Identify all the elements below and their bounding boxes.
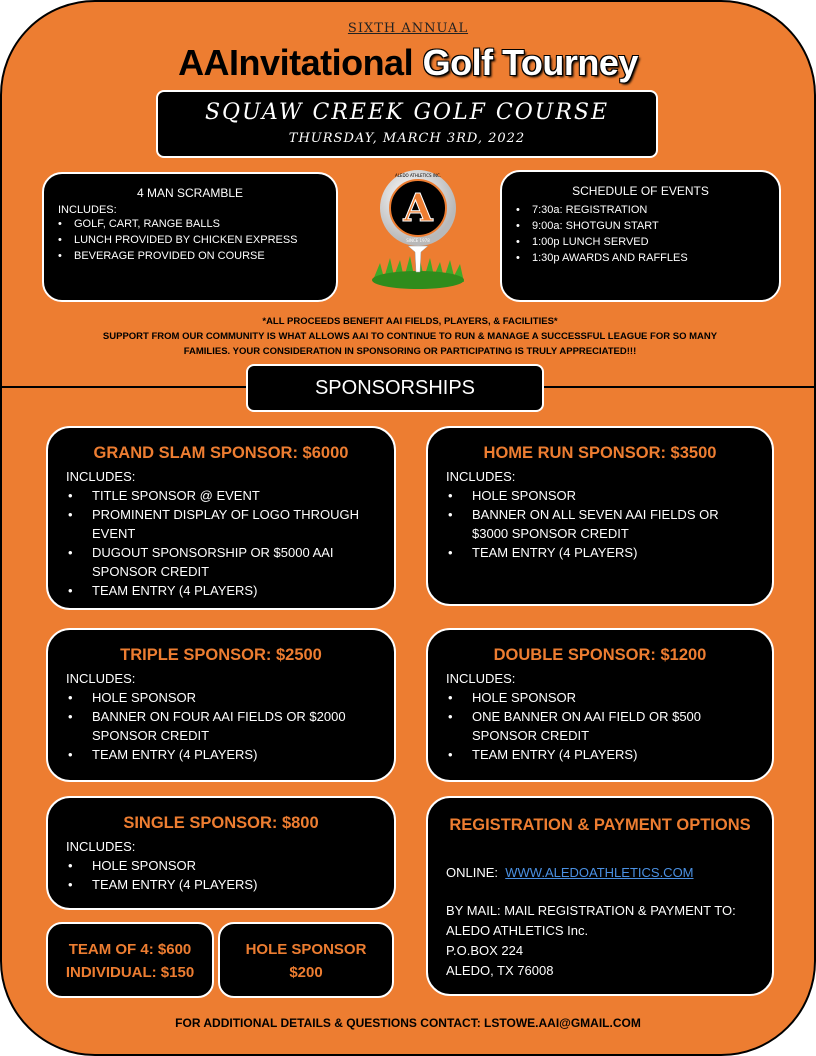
online-label: ONLINE: xyxy=(446,865,499,880)
logo-letter: A xyxy=(403,185,433,230)
title-part-aa-invitational: AAInvitational xyxy=(178,42,414,83)
list-item: • HOLE SPONSOR xyxy=(446,486,754,505)
contact-line: FOR ADDITIONAL DETAILS & QUESTIONS CONTACT: LSTOWE.AAI@GMAIL.COM xyxy=(175,1016,641,1030)
list-item: • HOLE SPONSOR xyxy=(446,688,754,707)
community-line: SUPPORT FROM OUR COMMUNITY IS WHAT ALLOWS AAI TO CONTINUE TO RUN & MANAGE A SUCCESSFUL LEAGUE FOR SO MANY xyxy=(102,331,718,342)
list-item: • TEAM ENTRY (4 PLAYERS) xyxy=(66,875,376,894)
scramble-title: 4 MAN SCRAMBLE xyxy=(136,186,244,200)
sponsorships-title: SPONSORSHIPS xyxy=(246,364,544,412)
proceeds-line: *ALL PROCEEDS BENEFIT AAI FIELDS, PLAYERS, & FACILITIES* xyxy=(262,316,558,327)
course-name: SQUAW CREEK GOLF COURSE xyxy=(204,100,610,125)
list-item: • BANNER ON FOUR AAI FIELDS OR $2000 SPONSOR CREDIT xyxy=(66,707,376,745)
triple-list xyxy=(66,688,376,764)
website-link[interactable]: WWW.ALEDOATHLETICS.COM xyxy=(505,865,694,880)
hole-sponsor-label: HOLE SPONSOR xyxy=(245,941,367,958)
hole-sponsor-price: $200 xyxy=(289,964,323,981)
registration-title: REGISTRATION & PAYMENT OPTIONS xyxy=(449,816,751,834)
individual-price: INDIVIDUAL: $150 xyxy=(65,964,195,981)
list-item: • TEAM ENTRY (4 PLAYERS) xyxy=(66,581,376,600)
single-title: SINGLE SPONSOR: $800 xyxy=(123,814,319,832)
mail-city: ALEDO, TX 76008 xyxy=(446,963,554,978)
online-line xyxy=(446,863,754,883)
course-date: THURSDAY, MARCH 3RD, 2022 xyxy=(288,131,526,146)
schedule-title: SCHEDULE OF EVENTS xyxy=(572,184,709,198)
mail-box: P.O.BOX 224 xyxy=(446,943,524,958)
double-sponsor-card xyxy=(426,628,774,782)
list-item: • BEVERAGE PROVIDED ON COURSE xyxy=(58,248,322,264)
list-item: • 7:30a: REGISTRATION xyxy=(516,202,765,218)
list-item: • 1:30p AWARDS AND RAFFLES xyxy=(516,250,765,266)
includes-label: INCLUDES: xyxy=(446,469,516,484)
list-item: • 9:00a: SHOTGUN START xyxy=(516,218,765,234)
mail-org: ALEDO ATHLETICS Inc. xyxy=(446,923,589,938)
appreciation-line: FAMILIES. YOUR CONSIDERATION IN SPONSORING OR PARTICIPATING IS TRULY APPRECIATED!!! xyxy=(183,346,637,357)
list-item: • HOLE SPONSOR xyxy=(66,856,376,875)
includes-label: INCLUDES: xyxy=(66,671,136,686)
logo-ring-top: ALEDO ATHLETICS INC. xyxy=(394,173,442,178)
grand-slam-sponsor-card xyxy=(46,426,396,610)
home-run-list xyxy=(446,486,754,562)
list-item: • LUNCH PROVIDED BY CHICKEN EXPRESS xyxy=(58,232,322,248)
list-item: • GOLF, CART, RANGE BALLS xyxy=(58,216,322,232)
double-list xyxy=(446,688,754,764)
logo-ring-bottom: SINCE 1978 xyxy=(406,238,430,243)
course-box xyxy=(156,90,658,158)
list-item: • TITLE SPONSOR @ EVENT xyxy=(66,486,376,505)
schedule-box xyxy=(500,170,781,302)
list-item: • TEAM ENTRY (4 PLAYERS) xyxy=(446,745,754,764)
triple-sponsor-card xyxy=(46,628,396,782)
triple-title: TRIPLE SPONSOR: $2500 xyxy=(120,646,322,664)
list-item: • TEAM ENTRY (4 PLAYERS) xyxy=(66,745,376,764)
home-run-title: HOME RUN SPONSOR: $3500 xyxy=(483,444,717,462)
double-title: DOUBLE SPONSOR: $1200 xyxy=(493,646,707,664)
main-title xyxy=(2,42,814,84)
sixth-annual-label: SIXTH ANNUAL xyxy=(347,21,469,36)
home-run-sponsor-card xyxy=(426,426,774,606)
scramble-box xyxy=(42,172,338,302)
mail-label: BY MAIL: MAIL REGISTRATION & PAYMENT TO: xyxy=(446,903,736,918)
includes-label: INCLUDES: xyxy=(66,839,136,854)
scramble-list xyxy=(58,216,322,264)
team-pricing-card xyxy=(46,922,214,998)
schedule-list xyxy=(516,202,765,266)
golf-ball-logo xyxy=(368,168,468,298)
includes-label: INCLUDES: xyxy=(66,469,136,484)
single-list xyxy=(66,856,376,894)
list-item: • HOLE SPONSOR xyxy=(66,688,376,707)
list-item: • DUGOUT SPONSORSHIP OR $5000 AAI SPONSOR CREDIT xyxy=(66,543,376,581)
list-item: • 1:00p LUNCH SERVED xyxy=(516,234,765,250)
grand-slam-title: GRAND SLAM SPONSOR: $6000 xyxy=(93,444,349,462)
scramble-includes: INCLUDES: xyxy=(58,204,117,216)
single-sponsor-card xyxy=(46,796,396,910)
includes-label: INCLUDES: xyxy=(446,671,516,686)
team-price: TEAM OF 4: $600 xyxy=(68,941,192,958)
list-item: • BANNER ON ALL SEVEN AAI FIELDS OR $3000 SPONSOR CREDIT xyxy=(446,505,754,543)
list-item: • ONE BANNER ON AAI FIELD OR $500 SPONSOR CREDIT xyxy=(446,707,754,745)
list-item: • TEAM ENTRY (4 PLAYERS) xyxy=(446,543,754,562)
title-part-golf-tourney: Golf Tourney xyxy=(422,42,638,83)
proceeds-notice xyxy=(32,314,788,359)
list-item: • PROMINENT DISPLAY OF LOGO THROUGH EVENT xyxy=(66,505,376,543)
hole-sponsor-card xyxy=(218,922,394,998)
registration-card xyxy=(426,796,774,996)
grand-slam-list xyxy=(66,486,376,600)
